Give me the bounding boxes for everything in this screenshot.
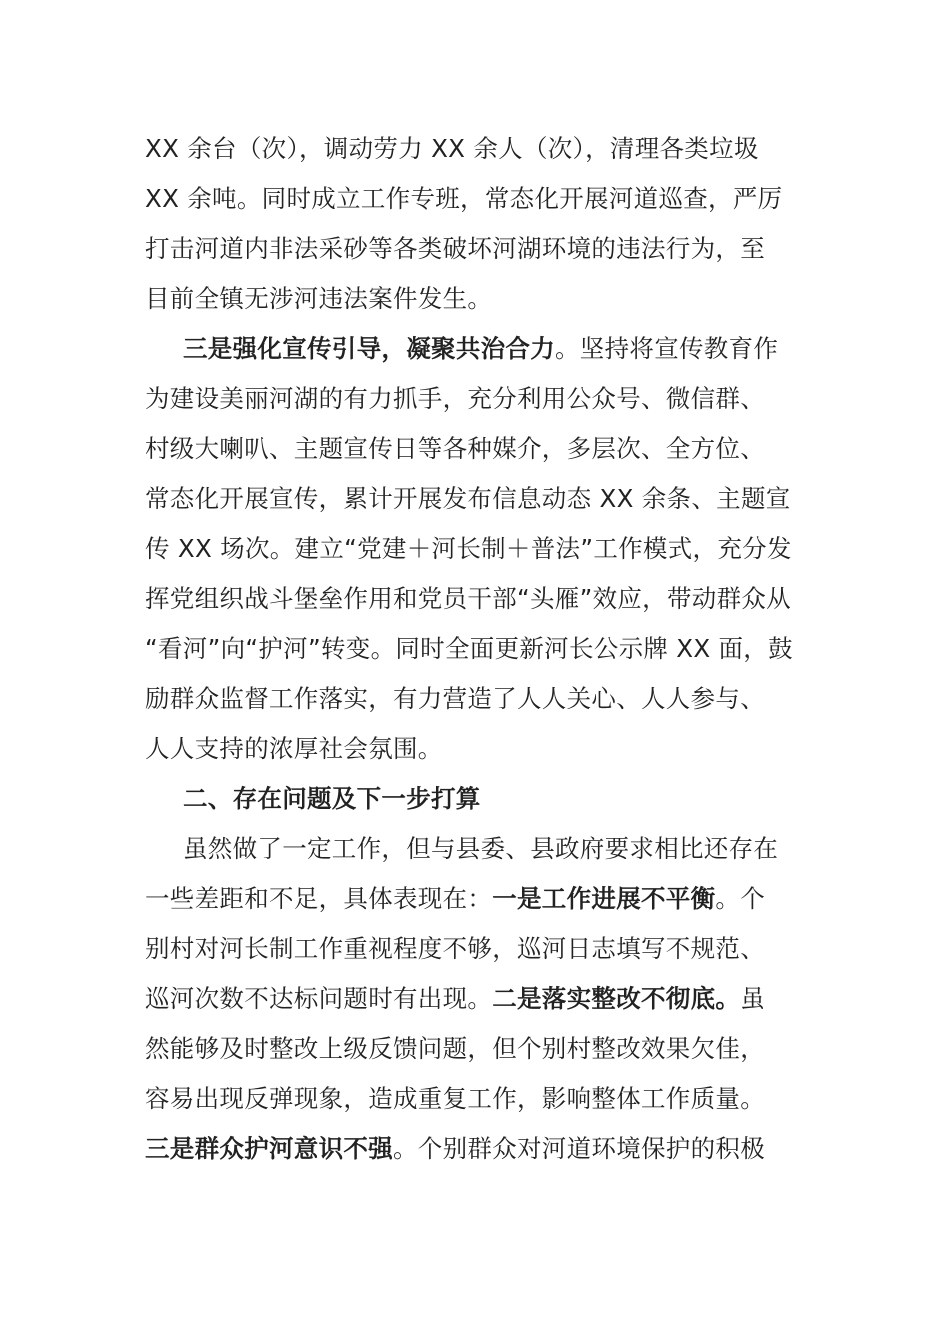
text-run: 村级大喇叭、主题宣传日等各种媒介，多层次、全方位、 bbox=[145, 434, 765, 463]
text-line bbox=[145, 574, 805, 624]
text-run: 打击河道内非法采砂等各类破坏河湖环境的违法行为，至 bbox=[145, 234, 765, 263]
text-run: 。个别群众对河道环境保护的积极 bbox=[393, 1134, 765, 1163]
text-run: 为建设美丽河湖的有力抓手，充分利用公众号、微信群、 bbox=[145, 384, 765, 413]
text-line bbox=[145, 624, 805, 674]
text-line bbox=[145, 924, 805, 974]
paragraph-problems bbox=[145, 824, 805, 1174]
paragraph-river-inspection bbox=[145, 124, 805, 324]
text-run: 。坚持将宣传教育作 bbox=[555, 334, 779, 363]
text-run: 虽 bbox=[740, 984, 766, 1013]
text-run: 巡河次数不达标问题时有出现。 bbox=[145, 984, 493, 1013]
text-line bbox=[145, 974, 805, 1024]
bold-lead-phrase: 三是强化宣传引导，凝聚共治合力 bbox=[183, 334, 555, 363]
text-run: XX 余台（次），调动劳力 XX 余人（次），清理各类垃圾 bbox=[145, 134, 759, 163]
text-line bbox=[145, 224, 805, 274]
section-heading-text: 二、存在问题及下一步打算 bbox=[183, 784, 481, 813]
section-heading bbox=[145, 774, 805, 824]
text-line bbox=[145, 474, 805, 524]
document-page bbox=[145, 124, 805, 1174]
paragraph-publicity bbox=[145, 324, 805, 774]
text-run: 挥党组织战斗堡垒作用和党员干部“头雁”效应，带动群众从 bbox=[145, 584, 791, 613]
text-line bbox=[145, 724, 805, 774]
text-run: 目前全镇无涉河违法案件发生。 bbox=[145, 284, 493, 313]
text-run: XX 余吨。同时成立工作专班，常态化开展河道巡查，严厉 bbox=[145, 184, 783, 213]
text-line bbox=[145, 274, 805, 324]
text-line bbox=[145, 374, 805, 424]
text-run: 。个 bbox=[715, 884, 766, 913]
text-line bbox=[145, 1074, 805, 1124]
text-run: 传 XX 场次。建立“党建＋河长制＋普法”工作模式，充分发 bbox=[145, 534, 792, 563]
text-line bbox=[145, 124, 805, 174]
text-run: 一些差距和不足，具体表现在： bbox=[145, 884, 493, 913]
bold-lead-phrase: 三是群众护河意识不强 bbox=[145, 1134, 393, 1163]
text-line bbox=[145, 174, 805, 224]
text-run: “看河”向“护河”转变。同时全面更新河长公示牌 XX 面，鼓 bbox=[145, 634, 793, 663]
bold-lead-phrase: 一是工作进展不平衡 bbox=[492, 884, 716, 913]
text-run: 虽然做了一定工作，但与县委、县政府要求相比还存在 bbox=[183, 834, 779, 863]
text-line bbox=[145, 424, 805, 474]
text-line bbox=[145, 1024, 805, 1074]
section-heading-line bbox=[145, 774, 805, 824]
text-run: 励群众监督工作落实，有力营造了人人关心、人人参与、 bbox=[145, 684, 765, 713]
text-line bbox=[145, 324, 805, 374]
text-line bbox=[145, 1124, 805, 1174]
text-run: 人人支持的浓厚社会氛围。 bbox=[145, 734, 443, 763]
text-line bbox=[145, 874, 805, 924]
bold-lead-phrase: 二是落实整改不彻底。 bbox=[492, 984, 741, 1013]
text-run: 容易出现反弹现象，造成重复工作，影响整体工作质量。 bbox=[145, 1084, 765, 1113]
text-run: 常态化开展宣传，累计开展发布信息动态 XX 余条、主题宣 bbox=[145, 484, 791, 513]
text-line bbox=[145, 524, 805, 574]
text-line bbox=[145, 674, 805, 724]
text-run: 别村对河长制工作重视程度不够，巡河日志填写不规范、 bbox=[145, 934, 765, 963]
text-line bbox=[145, 824, 805, 874]
text-run: 然能够及时整改上级反馈问题，但个别村整改效果欠佳， bbox=[145, 1034, 765, 1063]
